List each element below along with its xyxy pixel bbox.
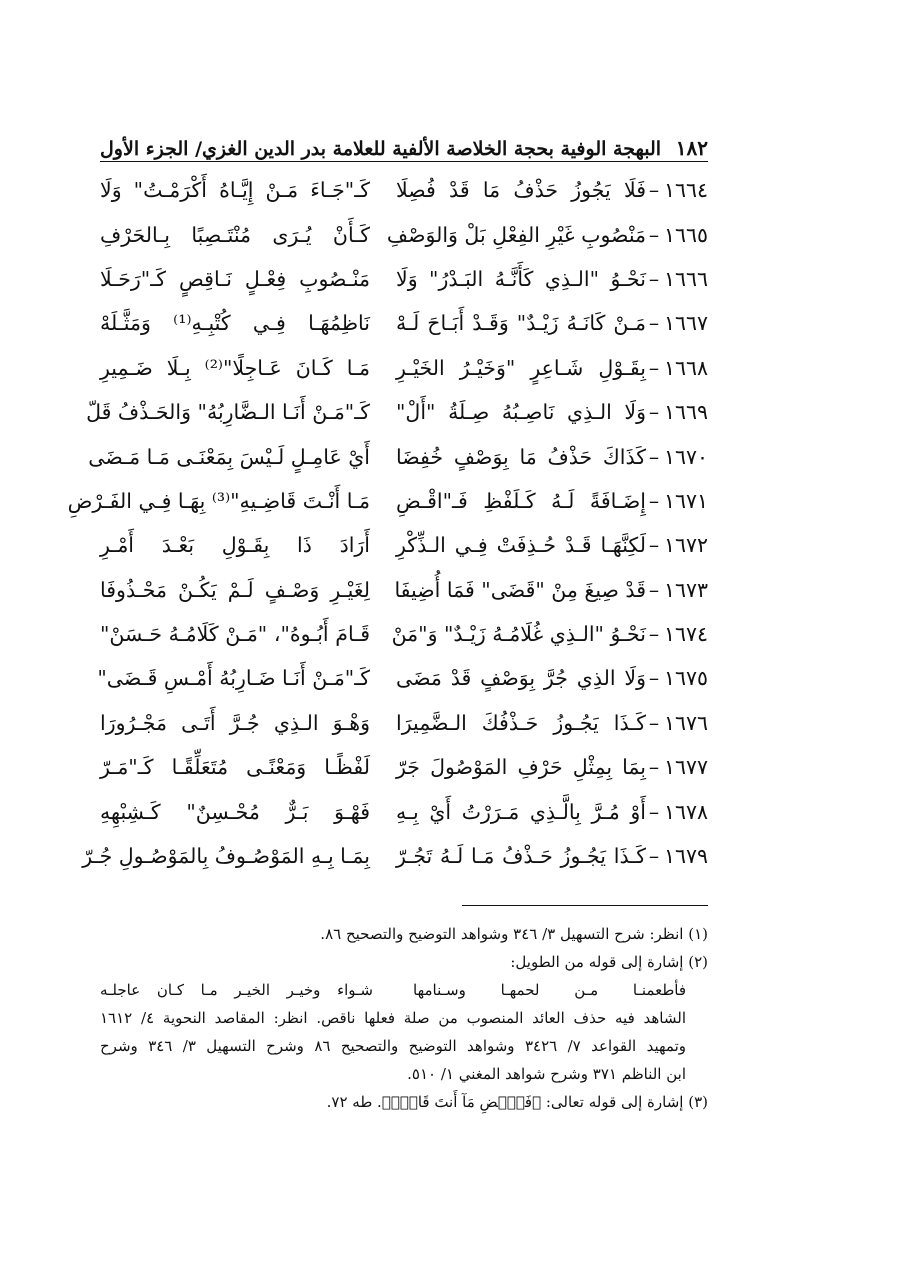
second-hemistich: قَـامَ أَبُـوهُ"، "مَـنْ كَلَامُـهُ حَـسَنْ" [100,622,370,647]
verse-line [100,346,708,390]
first-hemistich: وَلَا الذِي جُرَّ بِوَصْفٍ قَدْ مَضَى [396,666,646,691]
verse-number: ١٦٧٦ [663,710,708,735]
verse-line [100,257,708,301]
first-hemistich: كَذَاكَ حَذْفُ مَا بِوَصْفٍ خُفِضَا [396,444,646,469]
verse-dash: – [648,355,660,380]
verse-line [100,212,708,256]
first-hemistich: وَلَا الـذِي نَاصِـبُهُ صِـلَةُ "أَلْ" [396,400,646,425]
verse-number: ١٦٦٩ [663,400,708,425]
verse-list [67,168,708,878]
verse-dash: – [648,222,660,247]
footnote-2-line-2: وتمهيد القواعد ٧/ ٣٤٢٦ وشواهد التوضيح والتصحيح ٨٦ وشرح التسهيل ٣/ ٣٤٦ وشرح [100,1037,686,1055]
second-hemistich: لَفْظًـا وَمَعْنًـى مُتَعَلِّقًـا كَـ"مَـرّ [100,755,370,780]
poem-second-hemistich: شـواء وخيـر الخيـر مـا كـان عاجلـه [100,981,373,999]
verse-dash: – [648,755,660,780]
second-hemistich: نَاظِمُهَـا فِـي كُتْبِـهِ⁽¹⁾ وَمَثَّـلَهْ [100,311,370,336]
verse-line [86,390,708,434]
first-hemistich: نَحْـوُ "الـذِي كَأَنَّـهُ البَـدْرُ" وَلَا [396,266,646,291]
verse-number: ١٦٧٩ [663,844,708,869]
second-hemistich: وَهْـوَ الـذِي جُـرَّ أَتَـى مَجْـرُورَا [100,710,370,735]
second-hemistich: مَـا كَـانَ عَـاجِلًا"⁽²⁾ بِـلَا ضَـمِيرِ [100,355,370,380]
first-hemistich: بِقَـوْلِ شَـاعِرٍ "وَخَيْـرُ الخَيْـرِ [396,355,646,380]
second-hemistich: مَـا أَنْـتَ قَاضِـيهِ"⁽³⁾ بِهَـا فِـي الفَـرْضِ [67,488,370,513]
verse-dash: – [648,488,660,513]
verse-number: ١٦٦٨ [663,355,708,380]
first-hemistich: لَكِنَّهَـا قَـدْ حُـذِفَتْ فِـي الـذِّكْرِ [396,533,646,558]
poem-first-hemistich: فأطعمنـا مـن لحمهـا وسـنامها [413,981,686,999]
footnote-3: (٣) إشارة إلى قوله تعالى: ﴿فَٱقۡضِ مَآ أَنتَ قَاضٍۖ﴾. طه ٧٢. [326,1093,708,1111]
footnote-1: (١) انظر: شرح التسهيل ٣/ ٣٤٦ وشواهد التوضيح والتصحيح ٨٦. [320,925,708,943]
verse-line [100,745,708,789]
verse-line [67,479,708,523]
page-number: ١٨٢ [675,136,708,160]
second-hemistich: فَهْـوَ بَـرٌّ مُحْـسِنٌ" كَـشِبْهِهِ [100,799,370,824]
verse-number: ١٦٦٦ [663,266,708,291]
second-hemistich: كَـ"مَـنْ أَنَـا ضَـارِبُهُ أَمْـسِ قَـضَى" [97,666,370,691]
footnote-2-line-3: ابن الناظم ٣٧١ وشرح شواهد المغني ١/ ٥١٠. [407,1065,686,1083]
verse-line [88,434,708,478]
footnote-2-poem [100,976,708,1004]
verse-number: ١٦٦٤ [663,178,708,203]
verse-line [100,701,708,745]
first-hemistich: كَـذَا يَجُـوزُ حَـذْفُ مَـا لَـهُ تَجُـرّ [396,844,646,869]
verse-dash: – [648,577,660,602]
verse-line [100,523,708,567]
verse-number: ١٦٧٣ [663,577,708,602]
first-hemistich: قَدْ صِيغَ مِنْ "قَضَى" فَمَا أُضِيفَا [394,577,646,602]
running-title: البهجة الوفية بحجة الخلاصة الألفية للعلامة بدر الدين الغزي/ الجزء الأول [100,138,662,160]
first-hemistich: بِمَا بِمِثْلِ حَرْفِ المَوْصُولَ جَرّ [396,755,646,780]
second-hemistich: كَـأَنْ يُـرَى مُنْتَـصِبًا بِـالحَرْفِ [100,222,370,247]
first-hemistich: مَـنْ كَانَـهُ زَيْـدٌ" وَقَـدْ أَبَـاحَ لَـهْ [396,311,646,336]
verse-number: ١٦٧٨ [663,799,708,824]
second-hemistich: بِمَـا بِـهِ المَوْصُـوفُ بِالمَوْصُـولِ جُـرّ [82,844,370,869]
page-header [100,128,708,160]
verse-dash: – [648,444,660,469]
verse-dash: – [648,311,660,336]
verse-dash: – [648,666,660,691]
first-hemistich: كَـذَا يَجُـوزُ حَـذْفُكَ الـضَّمِيرَا [396,710,646,735]
second-hemistich: أَيْ عَامِـلٍ لَـيْسَ بِمَعْنَـى مَـا مَـضَى [88,444,370,469]
verse-dash: – [648,178,660,203]
verse-dash: – [648,710,660,735]
first-hemistich: فَلَا يَجُوزُ حَذْفُ مَا قَدْ فُصِلَا [396,178,646,203]
footnote-2-line-1: الشاهد فيه حذف العائد المنصوب من صلة فعلها ناقص. انظر: المقاصد النحوية ٤/ ١٦١٢ [100,1009,686,1027]
footnotes [100,920,708,1116]
second-hemistich: كَـ"مَـنْ أَنَـا الـضَّارِبُهُ" وَالحَـذْفُ قَلّ [86,400,370,425]
verse-line [100,789,708,833]
verse-number: ١٦٦٧ [663,311,708,336]
first-hemistich: نَحْـوُ "الـذِي غُلَامُـهُ زَيْـدٌ" وَ"مَنْ [391,622,646,647]
verse-number: ١٦٧٢ [663,533,708,558]
verse-dash: – [648,400,660,425]
footnote-divider [462,905,708,906]
second-hemistich: مَنْـصُوبِ فِعْـلٍ نَـاقِصٍ كَـ"رَحَـلَا [100,266,370,291]
verse-number: ١٦٧٧ [663,755,708,780]
verse-line [100,612,708,656]
verse-number: ١٦٧١ [663,488,708,513]
verse-number: ١٦٧٥ [663,666,708,691]
verse-number: ١٦٧٤ [663,622,708,647]
verse-dash: – [648,266,660,291]
verse-number: ١٦٦٥ [663,222,708,247]
verse-line [82,834,708,878]
verse-line [97,656,708,700]
header-divider [100,161,708,162]
verse-line [100,568,708,612]
second-hemistich: كَـ"جَـاءَ مَـنْ إِيَّـاهُ أَكْرَمْـتُ" وَلَا [100,178,370,203]
second-hemistich: أَرَادَ ذَا بِقَـوْلِ بَعْـدَ أَمْـرِ [100,533,370,558]
first-hemistich: إِضَـافَةً لَـهُ كَـلَفْظِ فَـ"اقْـضِ [396,488,646,513]
verse-line [100,168,708,212]
first-hemistich: أَوْ مُـرَّ بِالَّـذِي مَـرَرْتُ أَيْ بِـهِ [396,799,646,824]
verse-dash: – [648,844,660,869]
footnote-2-intro: (٢) إشارة إلى قوله من الطويل: [510,953,708,971]
verse-dash: – [648,622,660,647]
second-hemistich: لِغَيْـرِ وَصْـفٍ لَـمْ يَكُـنْ مَحْـذُوفَا [100,577,370,602]
verse-line [100,301,708,345]
verse-number: ١٦٧٠ [663,444,708,469]
verse-dash: – [648,533,660,558]
first-hemistich: مَنْصُوبِ غَيْرِ الفِعْلِ بَلْ وَالوَصْفِ [386,222,646,247]
verse-dash: – [648,799,660,824]
